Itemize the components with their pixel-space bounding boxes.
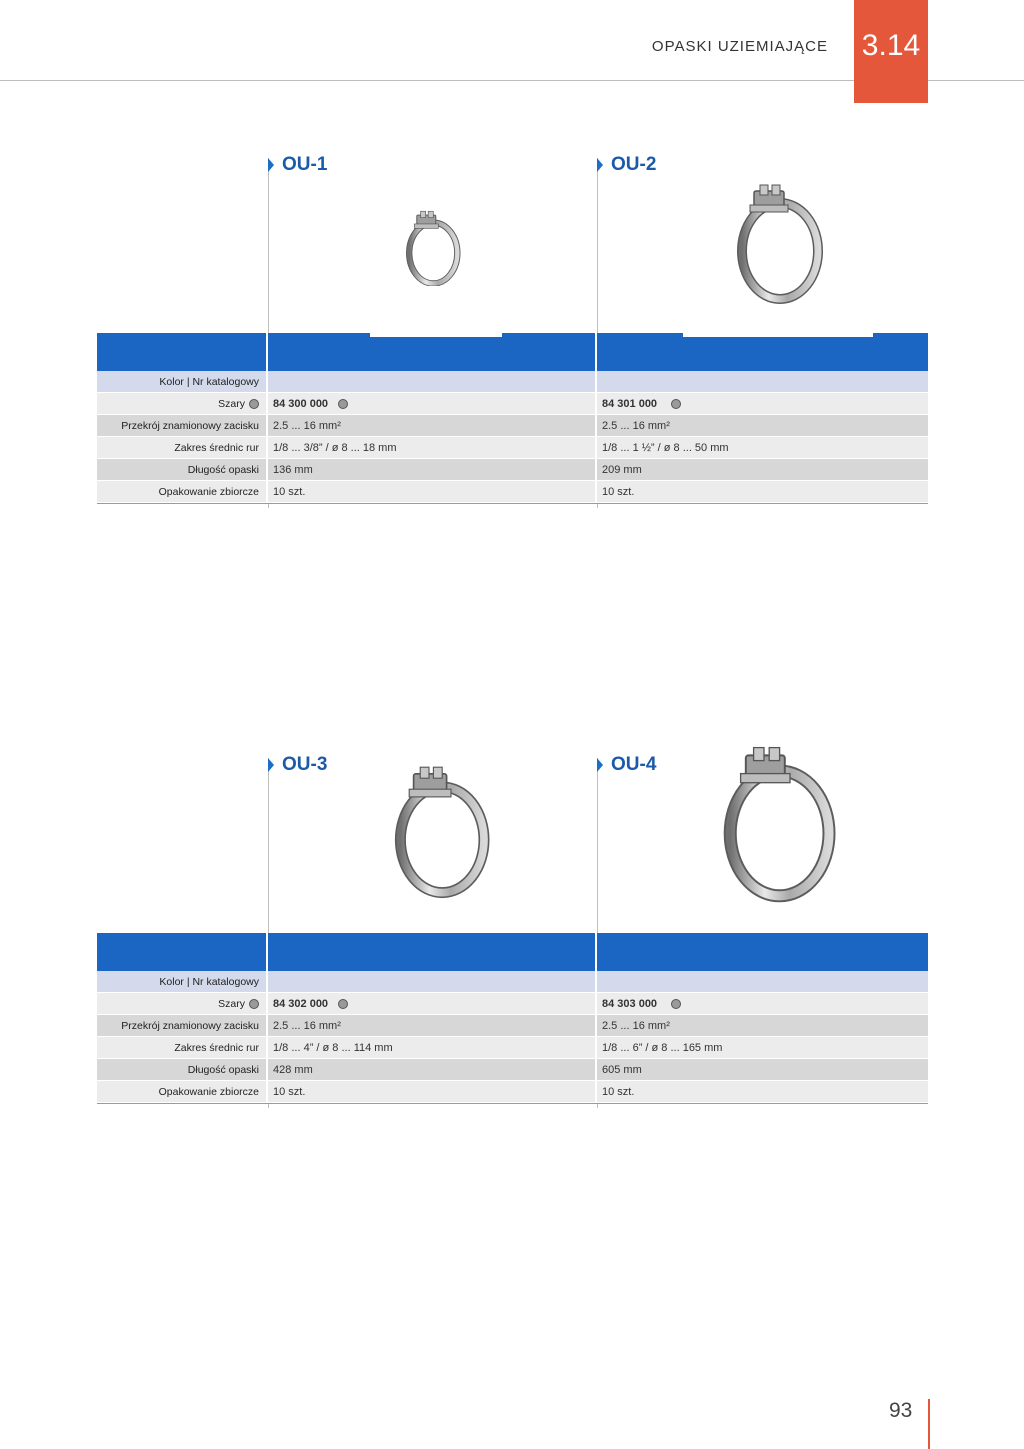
- spec-table-2: [97, 933, 928, 1104]
- page-number: 93: [889, 1399, 913, 1422]
- table-row: [97, 1015, 928, 1037]
- table-row: [97, 481, 928, 503]
- table-row: [97, 1037, 928, 1059]
- row-label: Kolor | Nr katalogowy: [97, 971, 268, 992]
- product-title-ou2: [597, 154, 656, 176]
- catalog-number: 84 303 000: [602, 997, 658, 1010]
- clamp-image-ou1: [400, 210, 464, 286]
- length-value: 136 mm: [268, 459, 597, 480]
- row-label: Opakowanie zbiorcze: [97, 481, 268, 502]
- row-label: Przekrój znamionowy zacisku: [97, 415, 268, 436]
- row-label: Opakowanie zbiorcze: [97, 1081, 268, 1102]
- table-row: [97, 1059, 928, 1081]
- row-label: Szary: [218, 397, 245, 410]
- grey-color-swatch: [249, 999, 259, 1009]
- row-label: Długość opaski: [97, 1059, 268, 1080]
- row-label: Szary: [218, 997, 245, 1010]
- grey-color-swatch: [249, 399, 259, 409]
- pipe-range-value: 1/8 ... 4” / ø 8 ... 114 mm: [268, 1037, 597, 1058]
- package-value: 10 szt.: [268, 1081, 597, 1102]
- row-label: Kolor | Nr katalogowy: [97, 371, 268, 392]
- length-value: 428 mm: [268, 1059, 597, 1080]
- page-header-title: OPASKI UZIEMIAJĄCE: [651, 38, 828, 55]
- cross-section-value: 2.5 ... 16 mm²: [602, 1019, 670, 1032]
- pipe-range-value: 1/8 ... 3/8” / ø 8 ... 18 mm: [268, 437, 597, 458]
- cross-section-value: 2.5 ... 16 mm²: [602, 419, 670, 432]
- arrow-icon: [597, 758, 603, 772]
- product-title-ou1: [268, 154, 327, 176]
- grey-color-swatch: [338, 399, 348, 409]
- catalog-number: 84 301 000: [602, 397, 658, 410]
- pipe-range-value: 1/8 ... 6” / ø 8 ... 165 mm: [602, 1041, 723, 1054]
- package-value: 10 szt.: [602, 1085, 635, 1098]
- product-title-ou3: [268, 754, 327, 776]
- table-row: [97, 371, 928, 393]
- table-row: [97, 459, 928, 481]
- package-value: 10 szt.: [602, 485, 635, 498]
- cross-section-value: 2.5 ... 16 mm²: [268, 415, 597, 436]
- product-title-ou4: [597, 754, 656, 776]
- clamp-image-ou2: [728, 182, 828, 304]
- length-value: 605 mm: [602, 1063, 642, 1076]
- row-label: Przekrój znamionowy zacisku: [97, 1015, 268, 1036]
- table-row: [97, 993, 928, 1015]
- arrow-icon: [268, 758, 274, 772]
- table-row: [97, 437, 928, 459]
- row-label: Długość opaski: [97, 459, 268, 480]
- product-name: OU-1: [282, 154, 328, 175]
- package-value: 10 szt.: [268, 481, 597, 502]
- table-header-band: [97, 933, 928, 971]
- page-number-accent-bar: [928, 1399, 930, 1449]
- clamp-image-ou3: [385, 746, 495, 916]
- row-label: Zakres średnic rur: [97, 437, 268, 458]
- catalog-number: 84 302 000: [273, 997, 329, 1010]
- arrow-icon: [268, 158, 274, 172]
- table-row: [97, 393, 928, 415]
- grey-color-swatch: [671, 399, 681, 409]
- table-row: [97, 415, 928, 437]
- catalog-number: 84 300 000: [273, 397, 329, 410]
- length-value: 209 mm: [602, 463, 642, 476]
- arrow-icon: [597, 158, 603, 172]
- spec-table-1: [97, 333, 928, 504]
- clamp-image-ou4: [712, 724, 842, 922]
- pipe-range-value: 1/8 ... 1 ½” / ø 8 ... 50 mm: [602, 441, 729, 454]
- product-name: OU-3: [282, 754, 328, 775]
- grey-color-swatch: [338, 999, 348, 1009]
- table-row: [97, 1081, 928, 1103]
- section-badge: 3.14: [854, 0, 928, 103]
- grey-color-swatch: [671, 999, 681, 1009]
- row-label: Zakres średnic rur: [97, 1037, 268, 1058]
- product-name: OU-4: [611, 754, 657, 775]
- cross-section-value: 2.5 ... 16 mm²: [268, 1015, 597, 1036]
- table-row: [97, 971, 928, 993]
- product-name: OU-2: [611, 154, 657, 175]
- table-header-band: [97, 333, 928, 371]
